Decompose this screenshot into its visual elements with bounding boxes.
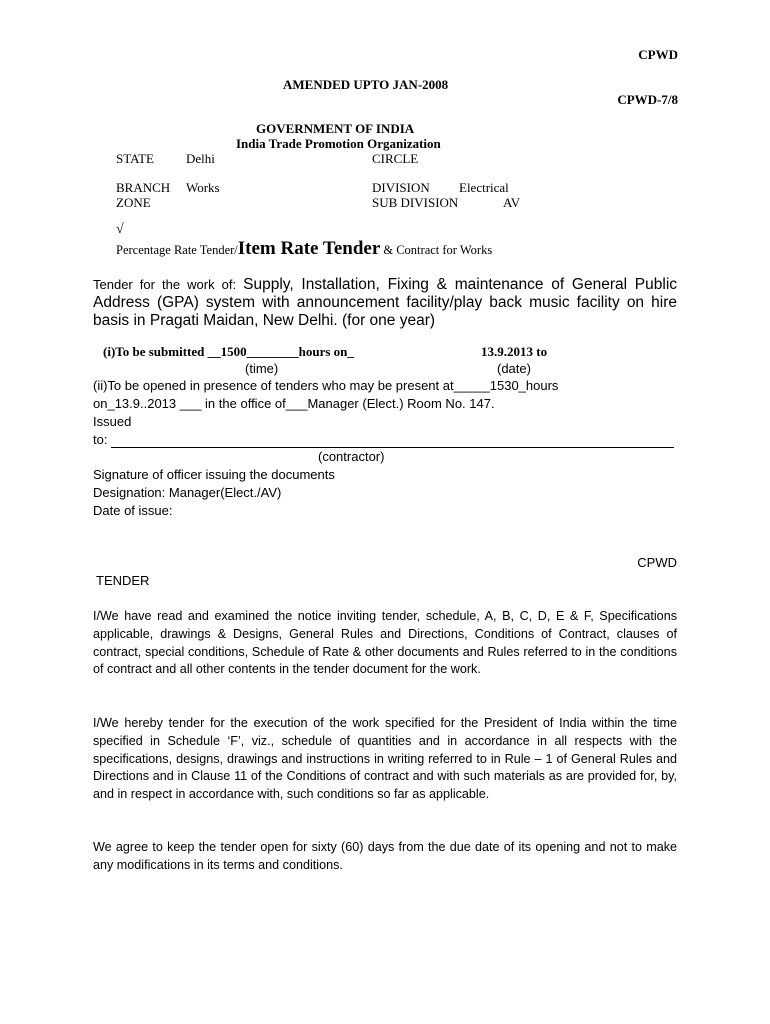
tender-cpwd-label: CPWD	[637, 555, 677, 570]
work-text: Supply, Installation, Fixing & maintenance of General Public Address (GPA) system with announcement facility/play back music facility on hire basis in Pragati Maidan, New Delhi. (for one year)	[93, 276, 678, 329]
amended-note: AMENDED UPTO JAN-2008	[283, 77, 449, 92]
tender-type-line	[116, 238, 492, 260]
division-value: Electrical	[459, 180, 509, 195]
tender-type-main: Item Rate Tender	[237, 238, 381, 259]
branch-value: Works	[186, 180, 220, 195]
contractor-caption: (contractor)	[318, 449, 385, 464]
zone-label: ZONE	[116, 195, 151, 210]
organization-title: India Trade Promotion Organization	[236, 136, 441, 151]
issued-to-label: to:	[93, 432, 108, 447]
checkmark-icon: √	[116, 222, 124, 237]
government-title: GOVERNMENT OF INDIA	[256, 121, 415, 136]
issued-label: Issued	[93, 414, 132, 429]
date-caption: (date)	[497, 361, 531, 376]
opening-date-line: on_13.9..2013 ___ in the office of___Manager (Elect.) Room No. 147.	[93, 396, 495, 411]
contractor-underline	[111, 447, 674, 448]
date-of-issue-line: Date of issue:	[93, 503, 173, 518]
tender-type-prefix: Percentage Rate Tender/	[116, 243, 238, 257]
time-caption: (time)	[245, 361, 279, 376]
tender-heading: TENDER	[96, 573, 150, 588]
signature-line: Signature of officer issuing the documents	[93, 467, 335, 482]
circle-label: CIRCLE	[372, 151, 419, 166]
work-lead: Tender for the work of:	[93, 277, 244, 292]
state-label: STATE	[116, 151, 154, 166]
subdivision-label: SUB DIVISION	[372, 195, 459, 210]
branch-label: BRANCH	[116, 180, 171, 195]
tender-paragraph-2: I/We hereby tender for the execution of the work specified for the President of India within the time specified in Schedule ‘F’, viz., schedule of quantities and in accordance in all respects with the specifications, designs, drawings and instructions in writing referred to in Rule – 1 of General Rules and Directions and in Clause 11 of the Conditions of contract and with such materials as are provided for, by, and in respect in accordance with, such conditions so far as applicable.	[93, 716, 677, 802]
tender-paragraph-1: I/We have read and examined the notice inviting tender, schedule, A, B, C, D, E & F, Specifications applicable, drawings & Designs, General Rules and Directions, Conditions of Contract, clauses of contract, special conditions, Schedule of Rate & other documents and Rules referred to in the conditions of contract and all other contents in the tender document for the work.	[93, 609, 677, 677]
header-cpwd: CPWD	[638, 47, 678, 62]
division-label: DIVISION	[372, 180, 430, 195]
opening-line: (ii)To be opened in presence of tenders who may be present at_____1530_hours	[93, 378, 559, 393]
tender-type-suffix: & Contract for Works	[380, 243, 493, 257]
subdivision-value: AV	[503, 195, 521, 210]
form-number: CPWD-7/8	[617, 92, 678, 107]
designation-line: Designation: Manager(Elect./AV)	[93, 485, 282, 500]
submission-time-line: (i)To be submitted __1500________hours on_	[103, 344, 354, 359]
work-description	[93, 276, 677, 330]
submission-date: 13.9.2013 to	[481, 344, 548, 359]
tender-paragraph-3: We agree to keep the tender open for sixty (60) days from the due date of its opening and not to make any modifications in its terms and conditions.	[93, 840, 677, 872]
state-value: Delhi	[186, 151, 215, 166]
